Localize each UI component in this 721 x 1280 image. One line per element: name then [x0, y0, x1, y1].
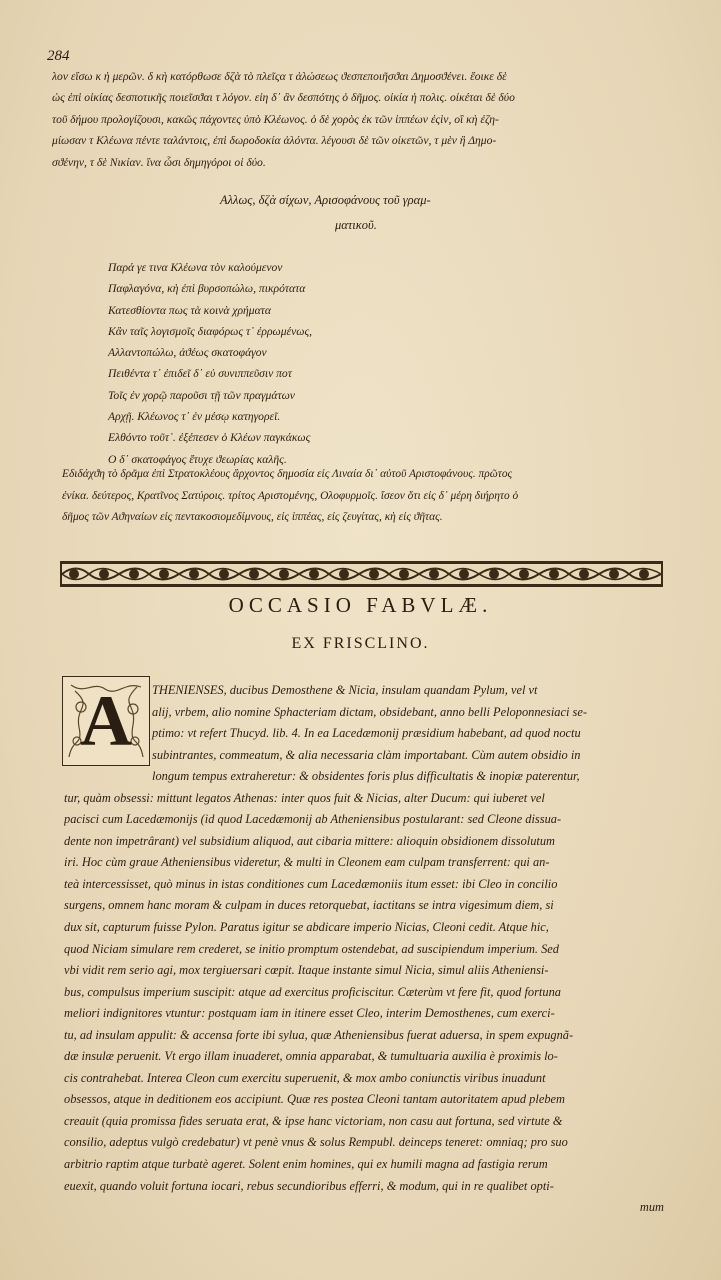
body-line: tur, quàm obsessi: mittunt legatos Athenas: inter quos fuit & Nicias, alter Ducum: qui iuberet vel: [64, 790, 545, 805]
verse-line: Ο δ᾽ σκατοφάγος ἔτυχε ϑεωρίας καλῆς.: [108, 452, 287, 466]
greek-line: σϑένην, τ δὲ Νικίαν. ἵνα ὦσι δημηγόροι οἱ δύο.: [52, 155, 266, 169]
didascalia-paragraph: [62, 464, 662, 529]
body-line: longum tempus extraheretur: & obsidentes foris plus difficultatis & inopiæ paterentur,: [152, 769, 580, 784]
title-line: ματικοῦ.: [335, 218, 377, 232]
body-line: pacisci cum Lacedæmonijs (id quod Lacedæmonij ab Atheniensibus postularant: sed Cleone dissua-: [64, 812, 562, 827]
title-line: Αλλως, δζὰ σίχων, Αρισοφάνους τοῦ γραμ-: [220, 193, 431, 207]
body-line: dente non impetrârant) vel subsidium aliquod, aut cibaria mittere: alioquin obsidionem dissolutum: [64, 833, 556, 848]
body-line: euexit, quando voluit fortuna iocari, rebus secundioribus efferri, & modum, qui in re qualibet opti-: [64, 1178, 554, 1193]
body-line: subintrantes, commeatum, & alia necessaria clàm importabant. Cùm autem obsidio in: [152, 747, 581, 762]
initial-letter: A: [80, 681, 132, 761]
verse-line: Παρά γε τινα Κλέωνα τὸν καλούμενον: [108, 261, 283, 274]
didascalia-line: Εδιδάχϑη τὸ δρᾶμα ἐπὶ Στρατοκλέους ἄρχοντος δημοσία εἰς Λιναία δι᾽ αὐτοῦ Αριστοφάνους. πρῶτος: [62, 468, 513, 480]
verse-line: Αρχῇ. Κλέωνος τ᾽ ἐν μέσῳ κατηγορεῖ.: [108, 410, 281, 424]
body-line: ptimo: vt refert Thucyd. lib. 4. In ea Lacedæmonij præsidium habebant, ad quod noctu: [152, 726, 581, 741]
page-number: 284: [47, 48, 70, 64]
body-line: teà intercessisset, quò minus in istas conditiones cum Lacedæmoniis itum esset: ibi Cleo in concilio: [64, 876, 558, 891]
didascalia-line: ἐνίκα. δεύτερος, Κρατῖνος Σατύροις. τρίτος Αριστομένης, Ολοφυρμοῖς. ἴσεον ὅτι εἰς δ᾽ μέρη διήρητο ὁ: [62, 489, 519, 502]
verse-line: Αλλαντοπώλω, ἀϑέως σκατοφάγον: [108, 346, 267, 360]
body-line: vbi vidit rem serio agi, mox tergiuersari cœpit. Itaque instante simul Nicia, simul aliis Atheniensi-: [64, 963, 549, 978]
body-line: surgens, omnem hanc moram & culpam in duces retorquebat, iactitans se intra vigesimum diem, si: [64, 898, 554, 913]
body-line: arbitrio raptim atque turbatè ageret. Solent enim homines, qui ex humili magna ad fastigia rerum: [64, 1157, 548, 1172]
verse-line: Πειθέντα τ᾽ ἐπιδεῖ δ᾽ εὐ συνιππεῦσιν ποτ: [108, 367, 292, 381]
body-line: tu, ad insulam appulit: & accensa forte ibi sylua, quæ Atheniensibus fuerat aduersa, in spem expugnã-: [64, 1027, 574, 1042]
ornament-vine-icon: [60, 561, 663, 587]
section-subheading: EX FRISCLINO.: [291, 635, 430, 652]
verse-argument-title: [0, 188, 721, 238]
catchword: mum: [639, 1200, 664, 1215]
greek-argument-paragraph: [52, 66, 662, 173]
body-line: obsessos, atque in deditionem eos accipiunt. Quæ res postea Cleoni tantam autoritatem apud plebem: [64, 1092, 565, 1107]
body-line: THENIENSES, ducibus Demosthene & Nicia, insulam quandam Pylum, vel vt: [152, 683, 538, 697]
greek-line: τοῦ δήμου προλογίζουσι, κακῶς πάχοντες ὑπὸ Κλέωνος. ὁ δὲ χορὸς ἐκ τῶν ἱππέων ἐςὶν, οἳ κὴ ἐζη-: [52, 112, 499, 126]
verse-line: Τοῖς ἐν χορῷ παροῦσι τῇ τῶν πραγμάτων: [108, 388, 295, 402]
didascalia-line: δῆμος τῶν Αϑηναίων εἰς πεντακοσιομεδίμνους, εἰς ἱππέας, εἰς ζευγίτας, κὴ εἰς ϑῆτας.: [62, 511, 443, 523]
ornamental-band: [60, 561, 663, 587]
body-line: quod Niciam simulare rem crederet, se initio promptum ostendebat, ad suscipiendum imperium. Sed: [64, 941, 559, 956]
body-line: dæ insulæ peruenit. Vt ergo illam inuaderet, omnia apparabat, & tumultuaria auxilia è proximis lo-: [64, 1049, 558, 1064]
greek-line: ὡς ἐπὶ οἰκίας δεσποτικῆς ποιεῖσϑαι τ λόγον. εἰη δ᾽ ἂν δεσπότης ὁ δῆμος. οἰκία ἡ πολις. οἰκέται δὲ δύο: [52, 91, 515, 105]
verse-line: Κἂν ταῖς λογισμοῖς διαφόρως τ᾽ ἐρρωμένως,: [108, 324, 313, 338]
greek-line: λον εἴσω κ ἡ μερῶν. δ κὴ κατόρθωσε δζὰ τὸ πλεῖςα τ ἁλώσεως ϑεσπεποιῆσϑαι Δημοσϑένει. ἔοικε δὲ: [52, 70, 507, 83]
verse-line: Παφλαγόνα, κὴ ἐπὶ βυρσοπώλω, πικρότατα: [108, 282, 306, 296]
verse-line: Ελθόντο τοῦτ᾽. ἐξέπεσεν ὁ Κλέων παγκάκως: [108, 431, 311, 445]
body-line: meliori indignitores vtuntur: postquam iam in itinere esset Cleo, interim Demosthenes, cum exerci-: [64, 1006, 555, 1021]
body-line: bus, compulsus imperium suscipit: atque ad exercitus proficiscitur. Cæterùm vt fere fit, quod fortuna: [64, 984, 561, 999]
body-line: iri. Hoc cùm graue Atheniensibus videretur, & multi in Cleonem eam culpam transferrent: qui an-: [64, 855, 550, 870]
body-line: alij, vrbem, alio nomine Sphacteriam dictam, obsidebant, anno belli Peloponnesiaci se-: [152, 704, 587, 719]
latin-body: [64, 680, 664, 1219]
body-line: dux sit, capturum fuisse Pylon. Paratus igitur se abdicare imperio Nicias, Cleoni cedit. Atque hic,: [64, 920, 549, 935]
body-line: creauit (quia promissa fides seruata erat, & ipse hanc victoriam, non casu aut fortuna, sed virtute &: [64, 1113, 563, 1128]
body-line: consilio, adeptus vulgò credebatur) vt penè vnus & solus Rempubl. deinceps teneret: omniaq; pro suo: [64, 1135, 568, 1150]
body-line: cis contrahebat. Interea Cleon cum exercitu superuenit, & mox ambo coniunctis viribus inuadunt: [64, 1070, 546, 1085]
section-heading: OCCASIO FABVLÆ.: [228, 593, 493, 617]
greek-line: μίωσαν τ Κλέωνα πέντε ταλάντοις, ἐπὶ δωροδοκία ἁλόντα. λέγουσι δὲ τῶν οἰκετῶν, τ μὲν ἢ Δημο-: [52, 134, 497, 148]
verse-argument: [108, 257, 438, 470]
verse-line: Κατεσθίοντα πως τὰ κοινὰ χρήματα: [108, 303, 271, 317]
